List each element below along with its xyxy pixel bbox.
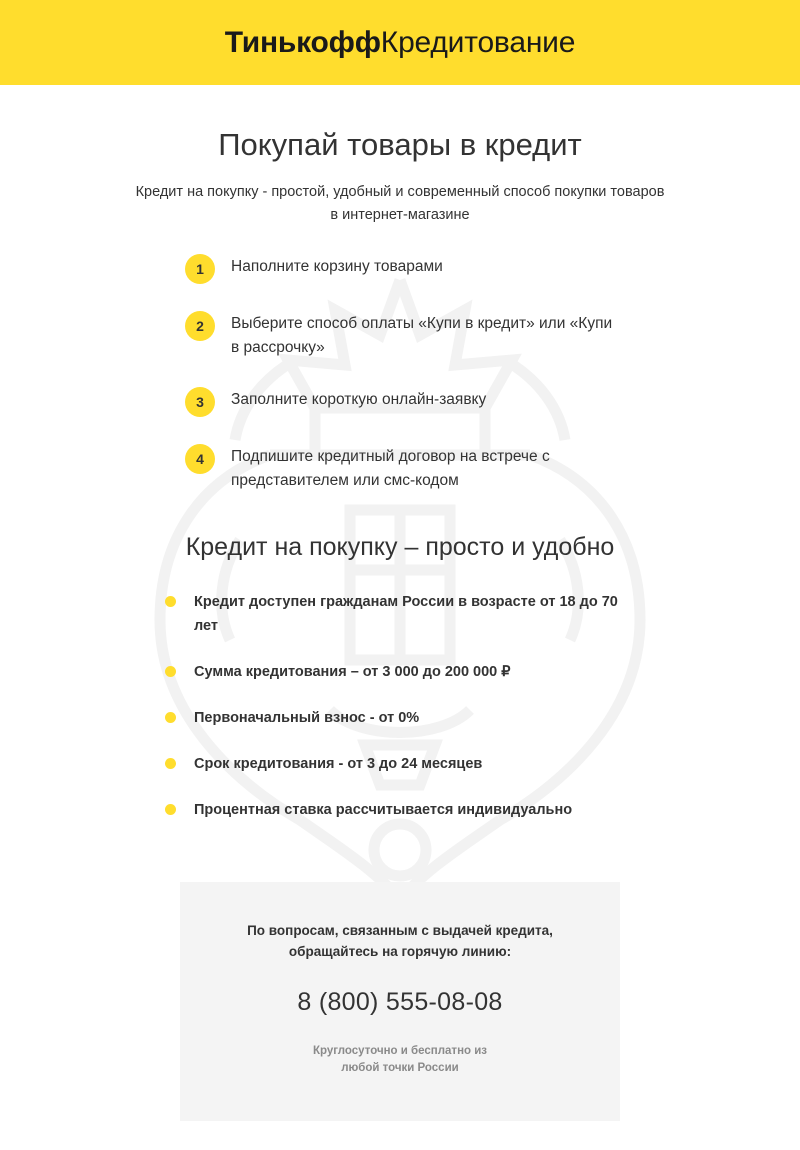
page-content bbox=[0, 85, 800, 1121]
step-text: Наполните корзину товарами bbox=[231, 258, 443, 275]
step-text: Подпишите кредитный договор на встрече с представителем или смс-кодом bbox=[231, 448, 550, 489]
features-list bbox=[165, 590, 635, 822]
list-item bbox=[185, 443, 615, 493]
bullet-dot-icon bbox=[165, 666, 176, 677]
list-item bbox=[165, 706, 635, 730]
bullet-dot-icon bbox=[165, 712, 176, 723]
contact-question-line2: обращайтесь на горячую линию: bbox=[288, 944, 512, 959]
list-item bbox=[165, 752, 635, 776]
list-item bbox=[165, 660, 635, 684]
step-number-badge: 1 bbox=[185, 254, 215, 284]
bullet-dot-icon bbox=[165, 804, 176, 815]
list-item bbox=[165, 798, 635, 822]
contact-question-line1: По вопросам, связанным с выдачей кредита, bbox=[247, 923, 553, 938]
steps-list bbox=[185, 253, 615, 493]
contact-panel bbox=[180, 882, 620, 1121]
feature-text: Процентная ставка рассчитывается индивидуально bbox=[194, 802, 573, 818]
contact-phone[interactable]: 8 (800) 555-08-08 bbox=[297, 988, 503, 1016]
bullet-dot-icon bbox=[165, 596, 176, 607]
page-header bbox=[0, 0, 800, 85]
contact-note-line2: любой точки России bbox=[341, 1062, 459, 1074]
bullet-dot-icon bbox=[165, 758, 176, 769]
step-number-badge: 2 bbox=[185, 311, 215, 341]
brand-product: Кредитование bbox=[380, 25, 576, 59]
list-item bbox=[185, 386, 615, 417]
content-inner bbox=[0, 127, 800, 1121]
feature-text: Первоначальный взнос - от 0% bbox=[194, 710, 420, 726]
list-item bbox=[165, 590, 635, 638]
section-title: Кредит на покупку – просто и удобно bbox=[185, 533, 615, 561]
brand-name: Тинькофф bbox=[224, 25, 381, 59]
step-text: Выберите способ оплаты «Купи в кредит» или «Купи в рассрочку» bbox=[231, 315, 613, 356]
page-title: Покупай товары в кредит bbox=[218, 127, 582, 162]
feature-text: Сумма кредитования – от 3 000 до 200 000 ₽ bbox=[194, 664, 511, 680]
list-item bbox=[185, 310, 615, 360]
brand-logo bbox=[225, 26, 575, 60]
page-subtitle: Кредит на покупку - простой, удобный и современный способ покупки товаров в интернет-магазине bbox=[135, 184, 665, 223]
step-text: Заполните короткую онлайн-заявку bbox=[231, 391, 487, 408]
contact-note-line1: Круглосуточно и бесплатно из bbox=[312, 1045, 488, 1057]
feature-text: Срок кредитования - от 3 до 24 месяцев bbox=[194, 756, 483, 772]
step-number-badge: 4 bbox=[185, 444, 215, 474]
step-number-badge: 3 bbox=[185, 387, 215, 417]
list-item bbox=[185, 253, 615, 284]
feature-text: Кредит доступен гражданам России в возрасте от 18 до 70 лет bbox=[194, 594, 618, 634]
